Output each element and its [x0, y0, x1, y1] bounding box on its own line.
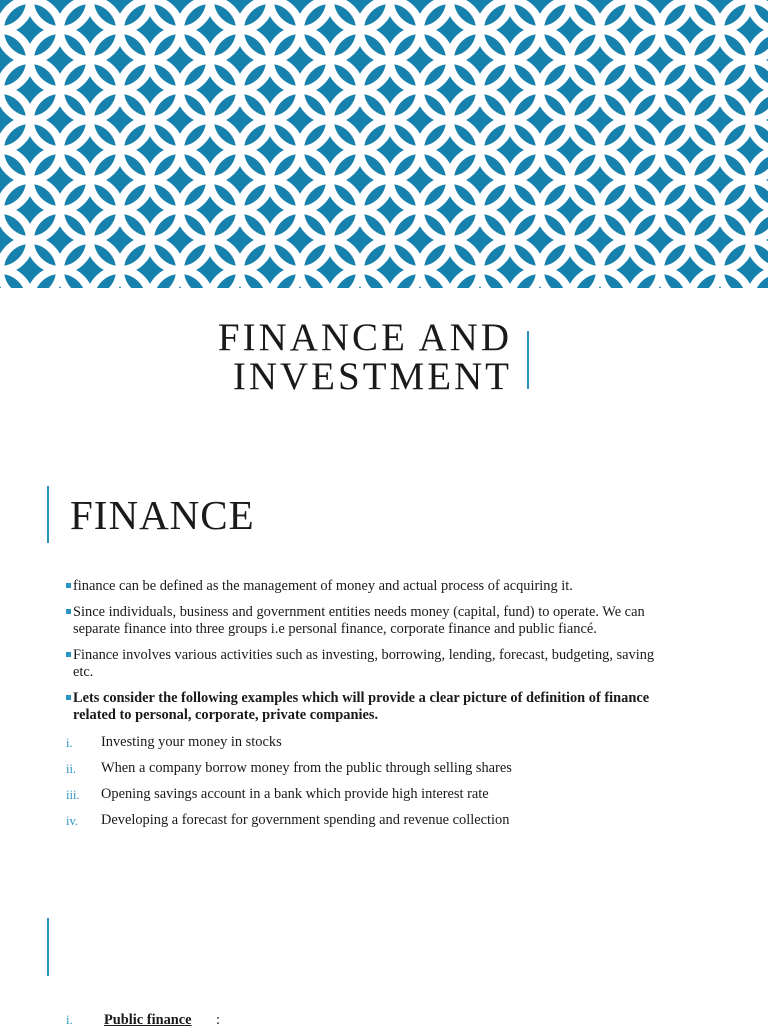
- example-item: [66, 760, 686, 777]
- example-item: [66, 734, 686, 751]
- example-text: Developing a forecast for government spending and revenue collection: [101, 812, 510, 828]
- slide-title: [180, 318, 512, 396]
- title-line-2: INVESTMENT: [232, 355, 512, 398]
- square-bullet-icon: [66, 652, 71, 657]
- example-text: When a company borrow money from the public through selling shares: [101, 760, 512, 776]
- heading-accent-bar: [47, 918, 49, 976]
- public-finance-text: Public finance: [104, 1012, 192, 1028]
- list-number: iii.: [66, 788, 80, 802]
- example-item: [66, 786, 686, 803]
- example-item: [66, 812, 686, 829]
- list-number: i.: [66, 1013, 73, 1027]
- bullet-item: [66, 647, 666, 681]
- bullet-text: Finance involves various activities such as investing, borrowing, lending, forecast, budgeting, saving etc.: [73, 647, 655, 680]
- circle-lattice-pattern: [0, 0, 768, 288]
- list-number: ii.: [66, 762, 77, 776]
- public-finance-item: [66, 1012, 220, 1029]
- list-number: iv.: [66, 814, 79, 828]
- public-finance-label: [104, 1012, 192, 1029]
- heading-accent-bar: [47, 486, 49, 543]
- title-accent-bar: [527, 331, 529, 389]
- bullet-text: Since individuals, business and government entities needs money (capital, fund) to operate. We can separate finance into three groups i.e personal finance, corporate finance and public fiancé.: [73, 604, 645, 637]
- bullet-item: [66, 578, 666, 595]
- bullet-list: [66, 578, 666, 733]
- bullet-item: [66, 604, 666, 638]
- bullet-text: finance can be defined as the management of money and actual process of acquiring it.: [73, 578, 573, 594]
- bullet-text: Lets consider the following examples which will provide a clear picture of definition of finance related to personal, corporate, private companies.: [73, 690, 650, 723]
- example-text: Investing your money in stocks: [101, 734, 282, 750]
- example-text: Opening savings account in a bank which provide high interest rate: [101, 786, 489, 802]
- bullet-item: [66, 690, 666, 724]
- label-colon: :: [216, 1012, 220, 1028]
- list-number: i.: [66, 736, 73, 750]
- banner-pattern: [0, 0, 768, 288]
- title-line-1: FINANCE AND: [217, 316, 512, 359]
- square-bullet-icon: [66, 609, 71, 614]
- examples-list: [66, 734, 686, 838]
- square-bullet-icon: [66, 695, 71, 700]
- square-bullet-icon: [66, 583, 71, 588]
- section-heading: FINANCE: [70, 492, 255, 538]
